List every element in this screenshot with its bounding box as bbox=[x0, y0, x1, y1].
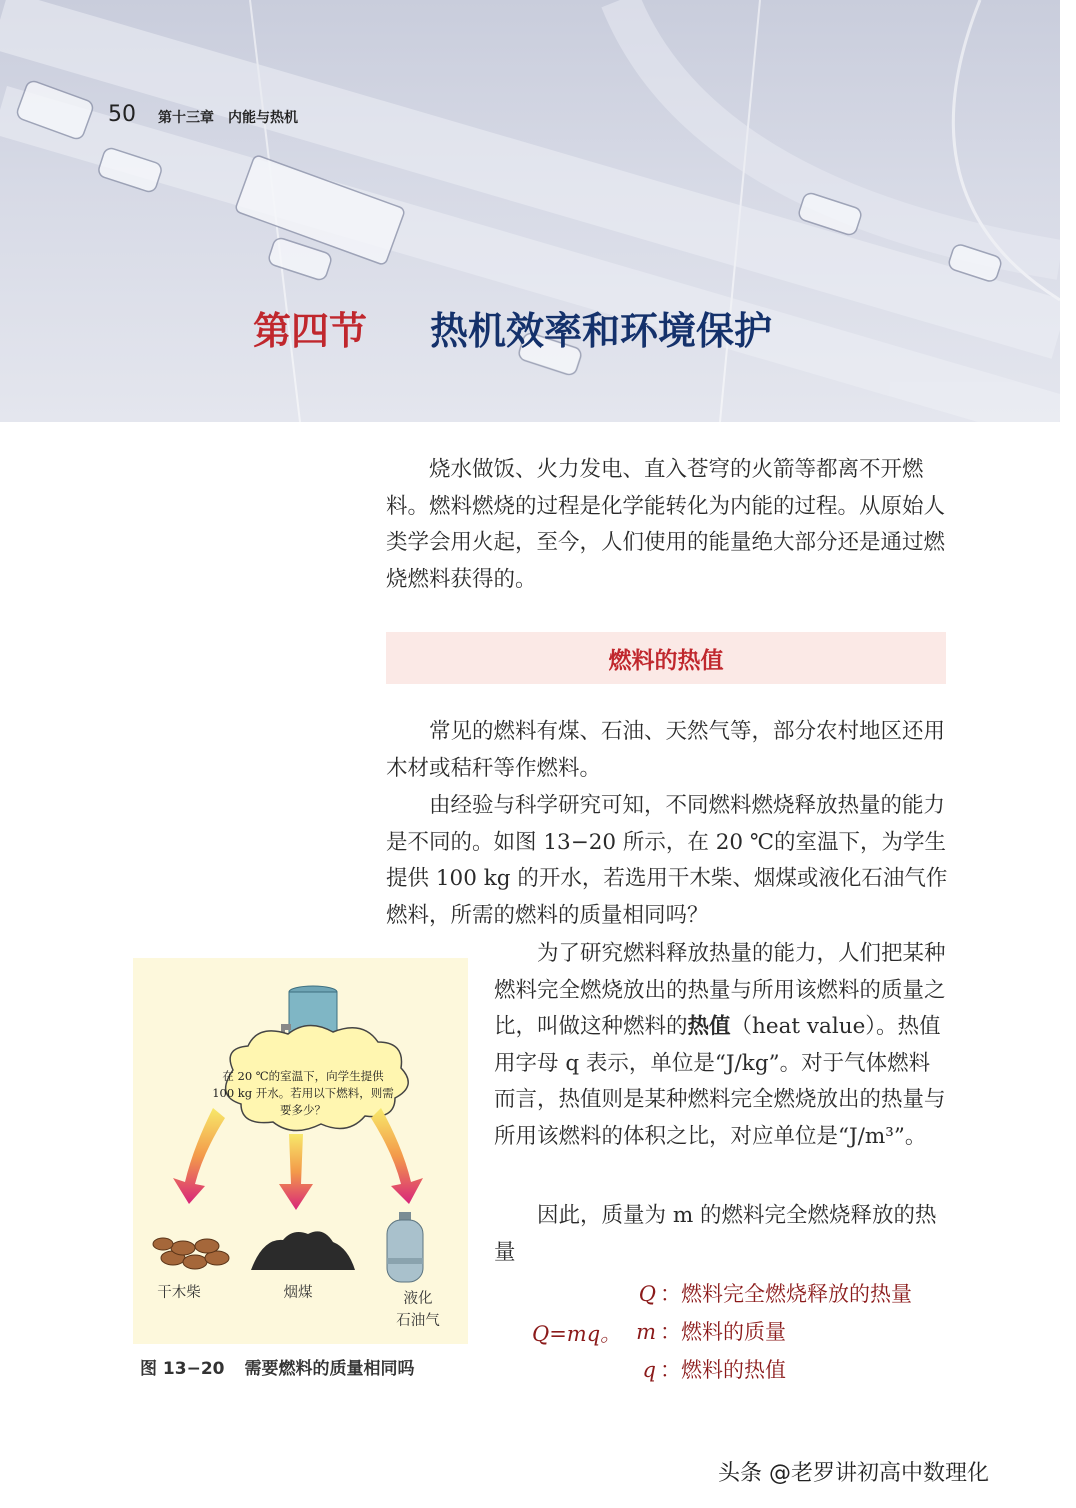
figure-caption-text: 需要燃料的质量相同吗 bbox=[244, 1359, 415, 1379]
paragraph-definition bbox=[494, 936, 948, 1155]
firewood-icon bbox=[153, 1238, 229, 1269]
paragraph-question: 由经验与科学研究可知，不同燃料燃烧释放热量的能力是不同的。如图 13−20 所示，在 20 ℃的室温下，为学生提供 100 kg 的开水，若选用干木柴、烟煤或液化石油气作燃料，所需的燃料的质量相同吗？ bbox=[386, 793, 948, 928]
formula-legend-row: q ：燃料的热值 bbox=[600, 1354, 786, 1384]
arrow-right bbox=[371, 1108, 423, 1204]
coal-pile-icon bbox=[251, 1231, 355, 1270]
legend-symbol: m bbox=[636, 1320, 656, 1344]
arrow-middle bbox=[279, 1134, 313, 1210]
formula-legend-row: m ：燃料的质量 bbox=[600, 1316, 786, 1346]
legend-symbol: q bbox=[642, 1358, 656, 1382]
paragraph-therefore: 因此，质量为 m 的燃料完全燃烧释放的热量 bbox=[494, 1203, 937, 1265]
legend-desc: 燃料完全燃烧释放的热量 bbox=[681, 1282, 912, 1306]
label-firewood: 干木柴 bbox=[157, 1285, 201, 1301]
highway-background-image bbox=[0, 0, 1060, 422]
legend-desc: 燃料的热值 bbox=[681, 1358, 786, 1382]
header-banner bbox=[0, 0, 1060, 422]
formula-legend-row: Q ：燃料完全燃烧释放的热量 bbox=[600, 1278, 912, 1308]
label-lpg-line2: 石油气 bbox=[396, 1313, 440, 1329]
arrow-left bbox=[173, 1108, 225, 1204]
figure-13-20 bbox=[133, 958, 468, 1344]
legend-symbol: Q bbox=[638, 1282, 656, 1306]
section-title: 热机效率和环境保护 bbox=[430, 309, 773, 353]
section-number: 第四节 bbox=[253, 308, 368, 353]
definition-text-2: （heat value）。热值用字母 q 表示，单位是“J/kg”。对于气体燃料而言，热值则是某种燃料完全燃烧放出的热量与所用该燃料的体积之比，对应单位是“J/m³”。 bbox=[494, 1014, 946, 1149]
figure-caption bbox=[140, 1354, 414, 1379]
definition-text-1: 为了研究燃料释放热量的能力，人们把某种燃料完全燃烧放出的热量与所用该燃料的质量之比，叫做这种燃料的 bbox=[494, 941, 946, 1039]
legend-desc: 燃料的质量 bbox=[681, 1320, 786, 1344]
bubble-text: 在 20 ℃的室温下，向学生提供 100 kg 开水。若用以下燃料，则需要多少？ bbox=[212, 1069, 394, 1117]
chapter-title: 第十三章 内能与热机 bbox=[158, 110, 298, 126]
gas-cylinder-icon bbox=[387, 1212, 423, 1282]
label-coal: 烟煤 bbox=[283, 1285, 313, 1301]
label-lpg-line1: 液化 bbox=[403, 1291, 433, 1307]
paragraph-fuels: 常见的燃料有煤、石油、天然气等，部分农村地区还用木材或秸秆等作燃料。 bbox=[386, 719, 946, 781]
page-number: 50 bbox=[108, 102, 136, 127]
formula-expression: Q=mq。 bbox=[532, 1322, 622, 1346]
term-heat-value: 热值 bbox=[687, 1014, 731, 1039]
label-lpg bbox=[383, 1288, 453, 1332]
watermark: 头条 @老罗讲初高中数理化 bbox=[718, 1461, 989, 1486]
figure-caption-number: 图 13−20 bbox=[140, 1359, 225, 1379]
intro-paragraph: 烧水做饭、火力发电、直入苍穹的火箭等都离不开燃料。燃料燃烧的过程是化学能转化为内能的过程。从原始人类学会用火起，至今，人们使用的能量绝大部分还是通过燃烧燃料获得的。 bbox=[386, 457, 946, 592]
subheading: 燃料的热值 bbox=[386, 632, 946, 684]
